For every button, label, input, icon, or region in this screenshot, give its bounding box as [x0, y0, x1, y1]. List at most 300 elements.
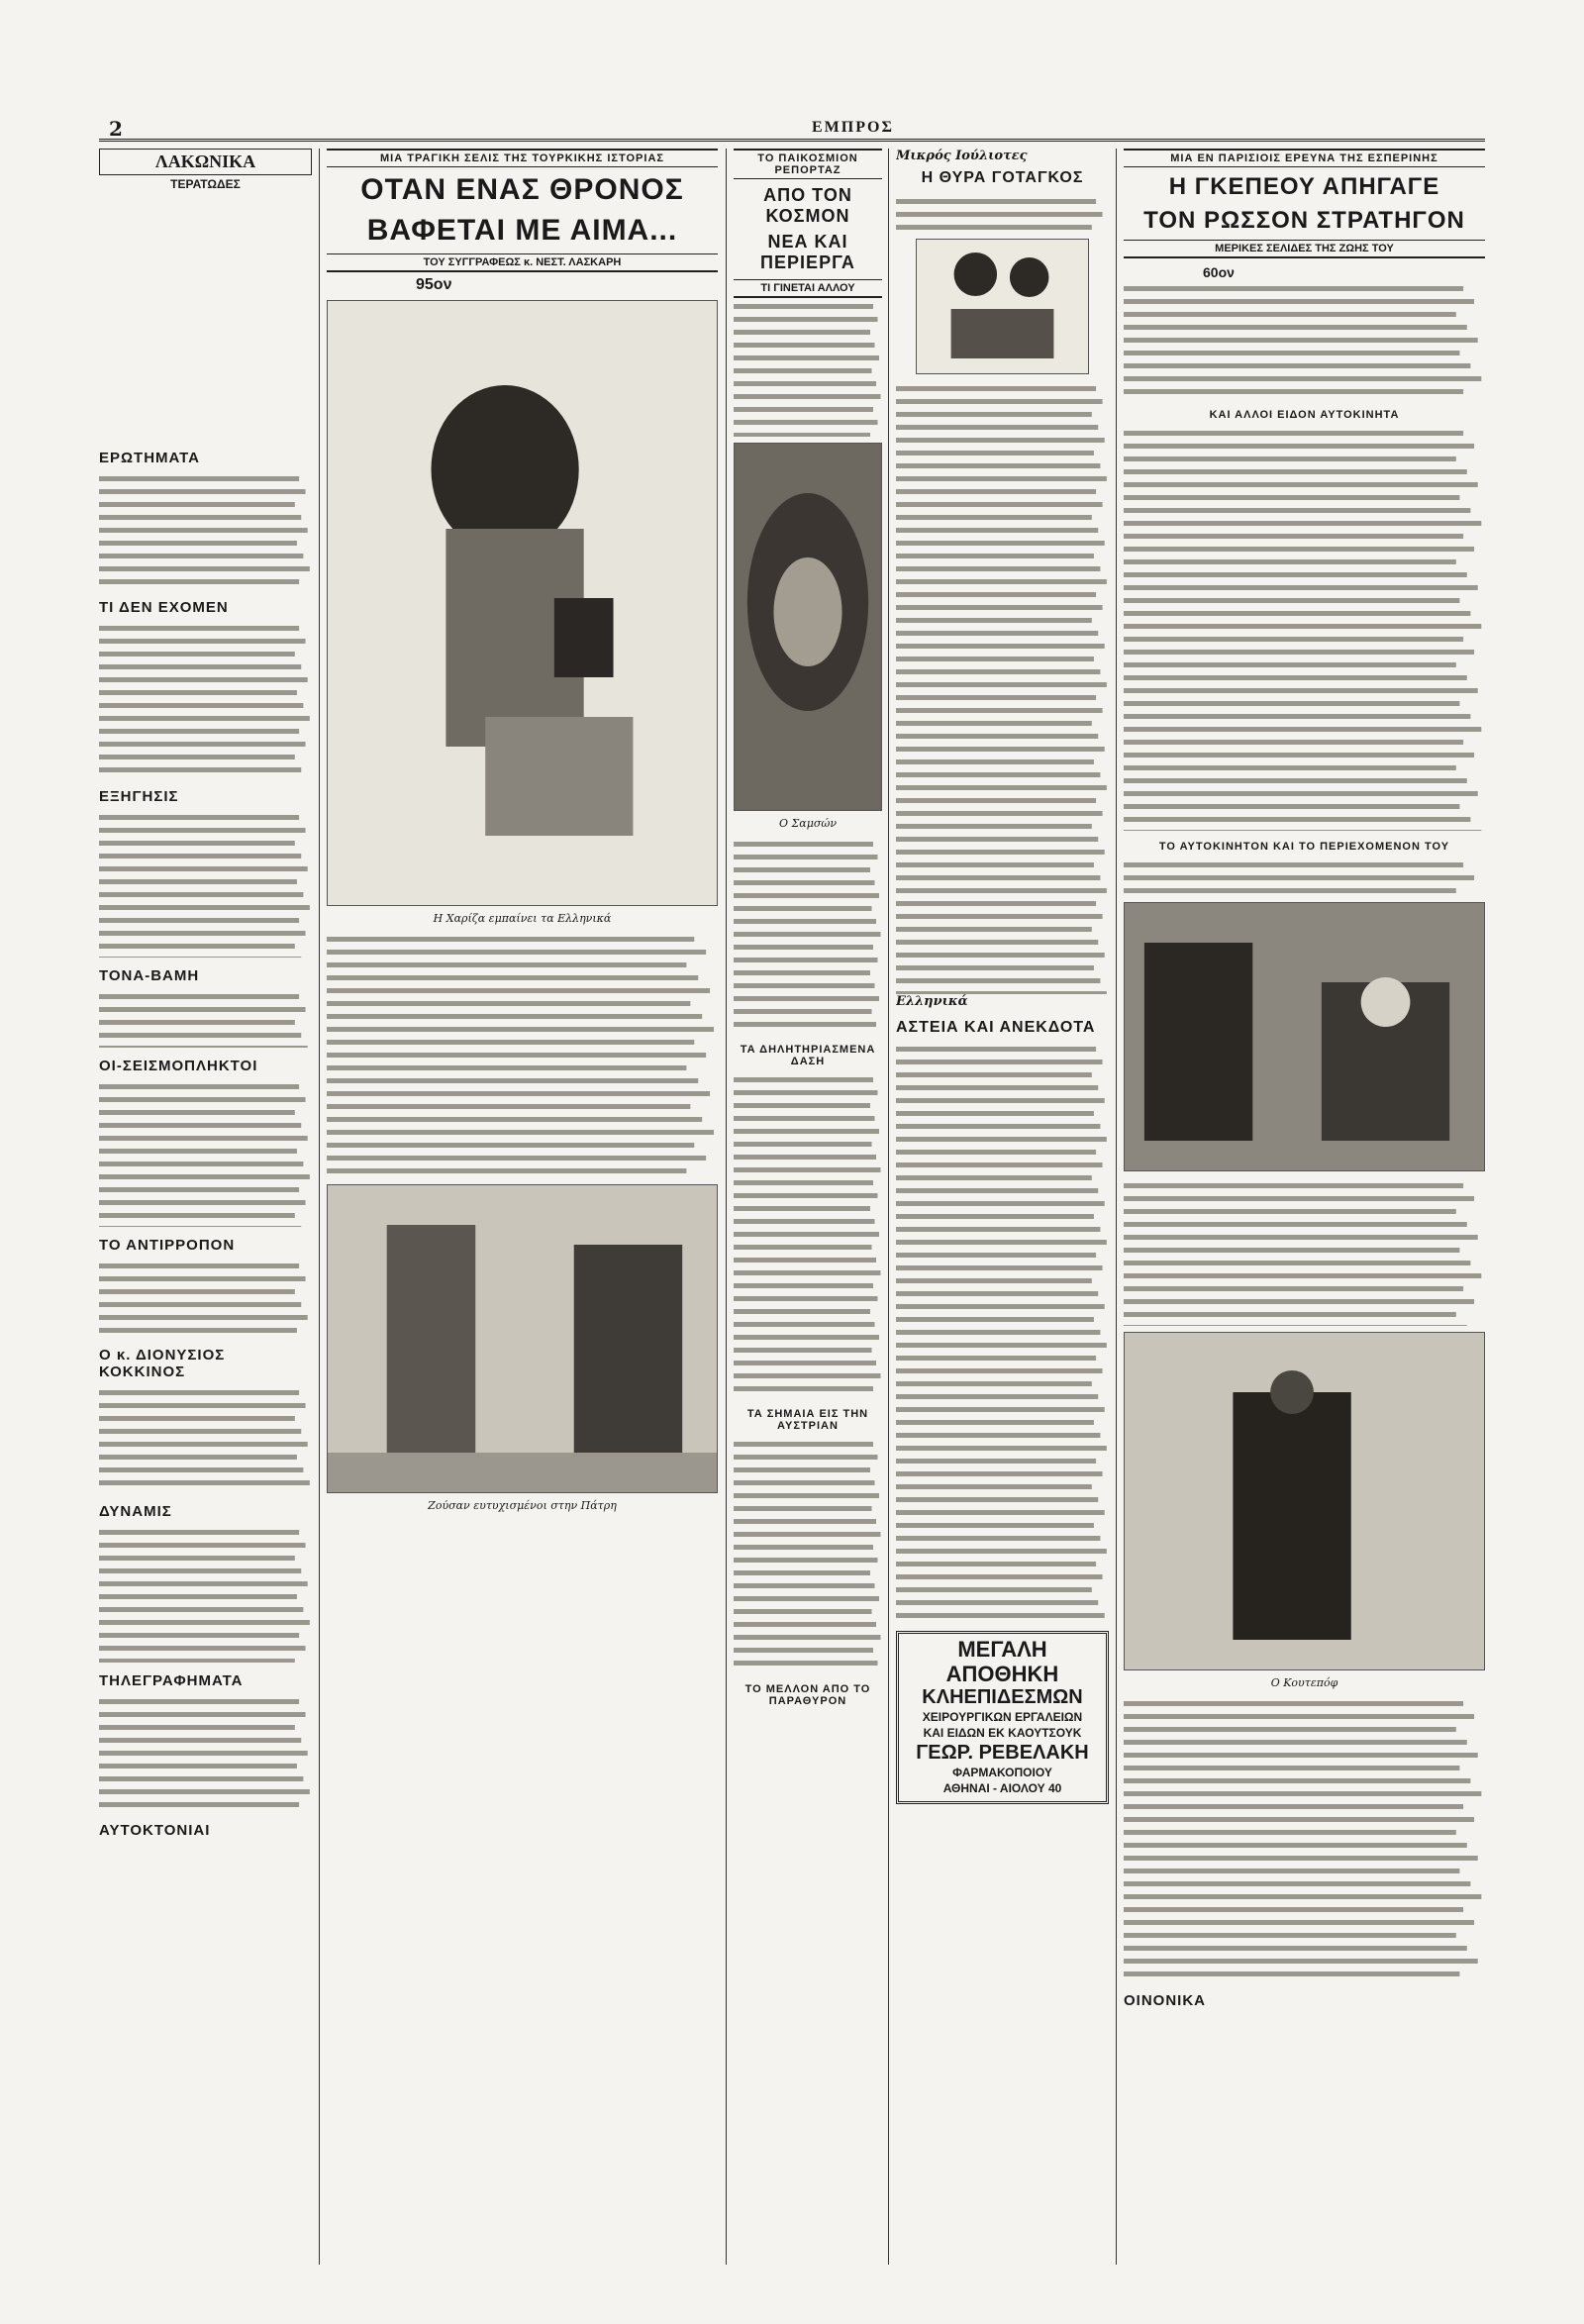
- text-line: [734, 1661, 878, 1666]
- text-line: [896, 747, 1105, 752]
- column-world-report: [734, 149, 882, 2265]
- text-line: [99, 1416, 295, 1421]
- text-line: [1124, 888, 1456, 893]
- photo-caption: Η Χαρίζα εμπαίνει τα Ελληνικά: [433, 912, 612, 925]
- text-line: [1124, 791, 1478, 796]
- text-line: [1124, 1753, 1478, 1758]
- text-line: [896, 1343, 1107, 1348]
- text-line: [1124, 624, 1481, 629]
- text-line: [1124, 701, 1459, 706]
- section-heading: ΑΥΤΟΚΤΟΝΙΑΙ: [99, 1822, 211, 1840]
- text-line: [99, 1467, 303, 1472]
- text-line: [896, 225, 1092, 230]
- text-line: [896, 1047, 1096, 1052]
- text-line: [99, 767, 301, 772]
- text-lines: [896, 1041, 1109, 1625]
- text-line: [327, 1065, 686, 1070]
- text-line: [896, 1201, 1105, 1206]
- text-line: [896, 1240, 1107, 1245]
- text-line: [327, 1104, 690, 1109]
- text-line: [99, 652, 295, 657]
- text-line: [1124, 482, 1478, 487]
- text-line: [734, 1386, 873, 1391]
- text-line: [99, 1302, 301, 1307]
- text-line: [896, 1549, 1107, 1554]
- ad-line: ΧΕΙΡΟΥΡΓΙΚΩΝ ΕΡΓΑΛΕΙΩΝ: [922, 1709, 1083, 1724]
- text-line: [896, 1265, 1103, 1270]
- text-line: [896, 631, 1098, 636]
- section-heading: ΤΟ ΑΝΤΙΡΡΟΠΟΝ: [99, 1237, 236, 1255]
- text-line: [896, 515, 1092, 520]
- text-line: [99, 528, 308, 533]
- text-line: [327, 962, 686, 967]
- text-line: [1124, 559, 1456, 564]
- text-line: [99, 1403, 306, 1408]
- text-line: [1124, 1881, 1470, 1886]
- text-line: [99, 841, 295, 846]
- column-turkish-history: [327, 149, 718, 2265]
- text-line: [734, 1245, 872, 1250]
- photo-lion: [734, 443, 882, 811]
- text-line: [1124, 1907, 1463, 1912]
- text-line: [896, 1523, 1094, 1528]
- text-line: [99, 1136, 308, 1141]
- text-line: [734, 1455, 878, 1460]
- text-line: [1124, 1196, 1474, 1201]
- section-heading: ΤΟΝΑ-ΒΑΜΗ: [99, 967, 200, 985]
- text-line: [1124, 1727, 1456, 1732]
- text-line: [99, 1328, 297, 1333]
- text-line: [99, 626, 299, 631]
- text-line: [1124, 325, 1467, 330]
- text-line: [1124, 804, 1459, 809]
- text-line: [896, 451, 1094, 455]
- text-line: [734, 1103, 870, 1108]
- text-line: [1124, 753, 1474, 758]
- text-line: [1124, 830, 1481, 831]
- text-line: [896, 1253, 1096, 1258]
- text-line: [99, 1530, 299, 1535]
- text-line: [734, 1116, 875, 1121]
- text-line: [1124, 688, 1478, 693]
- text-lines: [734, 836, 882, 1034]
- text-lines: [734, 1071, 882, 1398]
- text-line: [734, 983, 875, 988]
- text-line: [327, 1143, 694, 1148]
- text-line: [1124, 338, 1478, 343]
- text-line: [99, 1802, 299, 1807]
- text-line: [896, 1304, 1105, 1309]
- text-line: [99, 905, 310, 910]
- headline-line-1: ΟΤΑΝ ΕΝΑΣ ΘΡΟΝΟΣ: [360, 173, 684, 206]
- text-line: [734, 1009, 872, 1014]
- kicker: ΜΙΑ ΕΝ ΠΑΡΙΣΙΟΙΣ ΕΡΕΥΝΑ ΤΗΣ ΕΣΠΕΡΙΝΗΣ: [1124, 149, 1485, 167]
- masthead: [99, 117, 1485, 142]
- text-line: [99, 918, 299, 923]
- text-line: [896, 798, 1096, 803]
- text-line: [327, 1091, 710, 1096]
- section-heading: ΚΑΙ ΑΛΛΟΙ ΕΙΔΟΝ ΑΥΤΟΚΙΝΗΤΑ: [1209, 409, 1400, 422]
- headline-line-2: ΝΕΑ ΚΑΙ ΠΕΡΙΕΡΓΑ: [760, 232, 855, 273]
- text-line: [99, 1429, 301, 1434]
- text-line: [896, 682, 1107, 687]
- headline-line-2: ΤΟΝ ΡΩΣΣΟΝ ΣΤΡΑΤΗΓΟΝ: [1143, 206, 1465, 234]
- text-line: [734, 1442, 873, 1447]
- text-line: [1124, 351, 1459, 355]
- text-line: [1124, 1971, 1459, 1976]
- text-lines: [1124, 857, 1485, 896]
- text-line: [1124, 817, 1470, 822]
- text-line: [734, 1258, 876, 1263]
- photo-caption: Ο Κουτεπόφ: [1270, 1676, 1338, 1690]
- text-line: [99, 677, 308, 682]
- text-line: [1124, 1791, 1481, 1796]
- text-line: [99, 892, 303, 897]
- text-line: [99, 815, 299, 820]
- text-line: [1124, 662, 1456, 667]
- text-line: [1124, 1312, 1456, 1317]
- text-line: [1124, 862, 1463, 867]
- text-line: [896, 1407, 1105, 1412]
- text-lines: [327, 931, 718, 1178]
- section-heading: ΤΙ ΔΕΝ ΕΧΟΜΕΝ: [99, 599, 229, 617]
- text-line: [896, 1150, 1096, 1155]
- ad-line: ΚΑΙ ΕΙΔΩΝ ΕΚ ΚΑΟΥΤΣΟΥΚ: [923, 1725, 1082, 1740]
- text-line: [99, 1046, 308, 1048]
- text-line: [734, 1022, 876, 1027]
- text-line: [896, 1381, 1092, 1386]
- text-line: [1124, 650, 1474, 655]
- text-line: [896, 862, 1094, 867]
- text-line: [734, 1506, 872, 1511]
- text-line: [1124, 534, 1463, 539]
- subheading: ΜΕΡΙΚΕΣ ΣΕΛΙΔΕΣ ΤΗΣ ΖΩΗΣ ΤΟΥ: [1124, 240, 1485, 258]
- section-heading: ΔΥΝΑΜΙΣ: [99, 1503, 172, 1521]
- text-line: [734, 1373, 881, 1378]
- text-line: [896, 1111, 1094, 1116]
- text-line: [896, 914, 1103, 919]
- text-lines: [99, 470, 312, 589]
- text-line: [896, 965, 1094, 970]
- text-line: [896, 1278, 1092, 1283]
- section-tag: Ελληνικά: [896, 994, 968, 1010]
- text-line: [1124, 1740, 1467, 1745]
- text-line: [896, 1072, 1092, 1077]
- text-line: [896, 953, 1105, 958]
- text-line: [1124, 1286, 1463, 1291]
- text-line: [1124, 1714, 1474, 1719]
- text-line: [734, 407, 873, 412]
- text-line: [896, 644, 1105, 649]
- text-line: [1124, 1183, 1463, 1188]
- text-line: [734, 1348, 872, 1353]
- text-line: [1124, 727, 1481, 732]
- text-line: [896, 541, 1105, 546]
- text-line: [99, 639, 306, 644]
- column-kutepov-investigation: [1124, 149, 1485, 2265]
- text-line: [896, 212, 1103, 217]
- text-line: [99, 1213, 295, 1218]
- text-line: [896, 695, 1096, 700]
- text-line: [734, 1232, 879, 1237]
- text-lines: [99, 1078, 312, 1227]
- text-line: [896, 399, 1103, 404]
- text-line: [1124, 1766, 1459, 1770]
- text-line: [896, 199, 1096, 204]
- text-line: [1124, 1325, 1467, 1326]
- text-line: [327, 1168, 686, 1173]
- text-line: [1124, 1933, 1456, 1938]
- text-line: [99, 1289, 295, 1294]
- text-line: [734, 1129, 879, 1134]
- text-line: [99, 1543, 306, 1548]
- text-line: [99, 1020, 295, 1025]
- text-line: [734, 1545, 873, 1550]
- headline: Η ΘΥΡΑ ΓΟΤΑΓΚΟΣ: [921, 169, 1084, 186]
- text-lines: [99, 1524, 312, 1663]
- headline-line-2: ΒΑΦΕΤΑΙ ΜΕ ΑΙΜΑ...: [366, 213, 678, 247]
- text-line: [99, 1659, 295, 1663]
- text-line: [896, 1098, 1105, 1103]
- text-line: [99, 828, 306, 833]
- text-line: [1124, 1299, 1474, 1304]
- text-line: [734, 880, 875, 885]
- text-line: [99, 1581, 308, 1586]
- text-line: [734, 932, 881, 937]
- text-lines: [99, 1258, 312, 1337]
- text-line: [1124, 312, 1456, 317]
- text-line: [896, 592, 1096, 597]
- text-line: [99, 502, 295, 507]
- text-line: [896, 1562, 1096, 1566]
- headline-line-1: Η ΓΚΕΠΕΟΥ ΑΠΗΓΑΓΕ: [1168, 173, 1440, 200]
- pharmacy-advertisement: [896, 1631, 1109, 1803]
- text-line: [99, 716, 310, 721]
- text-line: [896, 1060, 1103, 1064]
- text-line: [896, 554, 1094, 558]
- text-line: [734, 1142, 872, 1147]
- text-lines: [1124, 1177, 1485, 1326]
- text-line: [1124, 456, 1456, 461]
- section-heading: ΤΑ ΣΗΜΑΙΑ ΕΙΣ ΤΗΝ ΑΥΣΤΡΙΑΝ: [746, 1407, 869, 1432]
- text-lines: [1124, 1695, 1485, 1982]
- text-line: [896, 669, 1100, 674]
- text-line: [896, 850, 1105, 855]
- text-line: [1124, 1235, 1478, 1240]
- text-line: [896, 425, 1098, 430]
- text-line: [327, 1040, 694, 1045]
- text-line: [1124, 299, 1474, 304]
- text-line: [99, 742, 306, 747]
- text-line: [99, 1738, 301, 1743]
- photo-car-interior: [1124, 902, 1485, 1171]
- text-line: [734, 1296, 878, 1301]
- text-line: [99, 1276, 306, 1281]
- photo-kutepov: [1124, 1332, 1485, 1670]
- text-line: [99, 1226, 301, 1227]
- text-line: [327, 1130, 714, 1135]
- text-line: [896, 1497, 1098, 1502]
- section-tag: Μικρός Ιούλιοτες: [896, 149, 1028, 163]
- text-line: [1124, 286, 1463, 291]
- text-line: [99, 489, 306, 494]
- text-line: [1124, 714, 1470, 719]
- text-line: [734, 1206, 870, 1211]
- text-lines: [1124, 280, 1485, 399]
- text-line: [896, 811, 1103, 816]
- text-line: [734, 919, 876, 924]
- text-line: [734, 945, 873, 950]
- text-line: [896, 1510, 1105, 1515]
- text-line: [896, 1137, 1107, 1142]
- text-line: [327, 1156, 706, 1161]
- text-line: [1124, 1843, 1467, 1848]
- text-line: [1124, 611, 1470, 616]
- text-line: [99, 579, 299, 584]
- text-line: [734, 1570, 870, 1575]
- text-line: [1124, 875, 1474, 880]
- text-line: [734, 317, 878, 322]
- text-line: [896, 875, 1100, 880]
- subheading: ΤΙ ΓΙΝΕΤΑΙ ΑΛΛΟΥ: [734, 279, 882, 298]
- text-line: [1124, 740, 1463, 745]
- text-line: [99, 1442, 308, 1447]
- section-heading: Ο κ. ΔΙΟΝΥΣΙΟΣ ΚΟΚΚΙΝΟΣ: [99, 1347, 226, 1381]
- text-line: [896, 1162, 1103, 1167]
- text-line: [896, 1368, 1103, 1373]
- text-line: [896, 1188, 1098, 1193]
- text-line: [896, 1175, 1092, 1180]
- text-line: [1124, 376, 1481, 381]
- text-line: [896, 708, 1103, 713]
- text-line: [734, 1583, 875, 1588]
- text-line: [1124, 598, 1459, 603]
- text-line: [99, 1200, 306, 1205]
- text-line: [896, 1536, 1100, 1541]
- text-line: [1124, 675, 1467, 680]
- text-line: [734, 1361, 876, 1365]
- text-line: [99, 1174, 310, 1179]
- text-line: [1124, 1946, 1467, 1951]
- text-line: [99, 554, 303, 558]
- text-line: [327, 1053, 706, 1058]
- text-line: [734, 1322, 875, 1327]
- text-line: [734, 1558, 878, 1563]
- paper-name: ΕΜΠΡΟΣ: [812, 119, 894, 136]
- column-lakonika: [99, 149, 312, 2265]
- text-line: [896, 579, 1107, 584]
- text-line: [1124, 1222, 1467, 1227]
- text-line: [99, 1097, 306, 1102]
- text-line: [1124, 1959, 1478, 1964]
- text-line: [896, 1459, 1096, 1464]
- text-line: [734, 1635, 881, 1640]
- text-line: [1124, 547, 1474, 552]
- text-line: [1124, 1920, 1474, 1925]
- text-lines: [99, 620, 312, 778]
- text-line: [734, 893, 879, 898]
- kicker: ΜΙΑ ΤΡΑΓΙΚΗ ΣΕΛΙΣ ΤΗΣ ΤΟΥΡΚΙΚΗΣ ΙΣΤΟΡΙΑΣ: [327, 149, 718, 167]
- text-line: [327, 1078, 698, 1083]
- text-line: [99, 1162, 303, 1166]
- text-line: [99, 1556, 295, 1561]
- text-line: [734, 330, 870, 335]
- section-heading: ΤΑ ΔΗΛΗΤΗΡΙΑΣΜΕΝΑ ΔΑΣΗ: [740, 1043, 876, 1067]
- text-line: [896, 1574, 1103, 1579]
- text-line: [1124, 1830, 1456, 1835]
- ad-title-2: ΚΛΗΕΠΙΔΕΣΜΩΝ: [922, 1685, 1083, 1708]
- ad-name: ΓΕΩΡ. ΡΕΒΕΛΑΚΗ: [916, 1741, 1089, 1764]
- text-line: [99, 476, 299, 481]
- section-heading: ΟΙΝΟΝΙΚΑ: [1124, 1992, 1206, 2010]
- text-line: [1124, 1248, 1459, 1253]
- text-line: [99, 1123, 301, 1128]
- text-lines: [896, 380, 1109, 994]
- text-line: [327, 950, 706, 955]
- text-line: [896, 1356, 1096, 1361]
- text-line: [734, 996, 879, 1001]
- section-heading: ΤΟ ΑΥΤΟΚΙΝΗΤΟΝ ΚΑΙ ΤΟ ΠΕΡΙΕΧΟΜΕΝΟΝ ΤΟΥ: [1158, 841, 1450, 854]
- text-line: [896, 1214, 1094, 1219]
- kicker: ΤΟ ΠΑΙΚΟΣΜΙΟΝ ΡΕΠΟΡΤΑΖ: [734, 149, 882, 179]
- text-line: [99, 729, 299, 734]
- page-number: 2: [109, 117, 123, 141]
- text-line: [1124, 1701, 1463, 1706]
- text-line: [99, 957, 301, 958]
- text-line: [896, 528, 1098, 533]
- text-lines: [896, 193, 1109, 233]
- text-line: [734, 1219, 875, 1224]
- text-line: [896, 785, 1107, 790]
- text-line: [896, 1433, 1100, 1438]
- text-line: [99, 1594, 297, 1599]
- text-line: [99, 1315, 308, 1320]
- text-line: [99, 1620, 310, 1625]
- text-line: [327, 988, 710, 993]
- text-line: [99, 690, 297, 695]
- ad-address: ΑΘΗΝΑΙ - ΑΙΟΛΟΥ 40: [942, 1780, 1062, 1795]
- text-lines: [99, 809, 312, 958]
- text-line: [99, 1633, 299, 1638]
- section-heading: ΤΗΛΕΓΡΑΦΗΜΑΤΑ: [99, 1672, 244, 1690]
- illustration-children-reading: [916, 239, 1089, 374]
- text-line: [99, 1187, 299, 1192]
- text-line: [896, 1471, 1103, 1476]
- section-heading: ΑΣΤΕΙΑ ΚΑΙ ΑΝΕΚΔΟΤΑ: [896, 1019, 1096, 1037]
- text-line: [896, 438, 1105, 443]
- section-heading: ΟΙ-ΣΕΙΣΜΟΠΛΗΚΤΟΙ: [99, 1058, 258, 1075]
- text-line: [99, 1776, 303, 1781]
- text-line: [1124, 363, 1470, 368]
- text-line: [99, 1007, 306, 1012]
- text-line: [99, 1033, 301, 1038]
- text-line: [99, 931, 306, 936]
- text-line: [99, 1607, 303, 1612]
- text-line: [99, 1764, 297, 1768]
- text-lines: [734, 298, 882, 437]
- text-line: [896, 1420, 1094, 1425]
- text-line: [99, 541, 297, 546]
- text-line: [734, 1335, 879, 1340]
- text-line: [327, 1117, 702, 1122]
- text-line: [1124, 431, 1463, 436]
- text-line: [327, 975, 698, 980]
- text-line: [734, 1609, 872, 1614]
- column-gotagkos: [896, 149, 1109, 2265]
- text-line: [99, 944, 295, 949]
- chapter-number: 60ον: [1203, 264, 1235, 281]
- text-line: [896, 489, 1096, 494]
